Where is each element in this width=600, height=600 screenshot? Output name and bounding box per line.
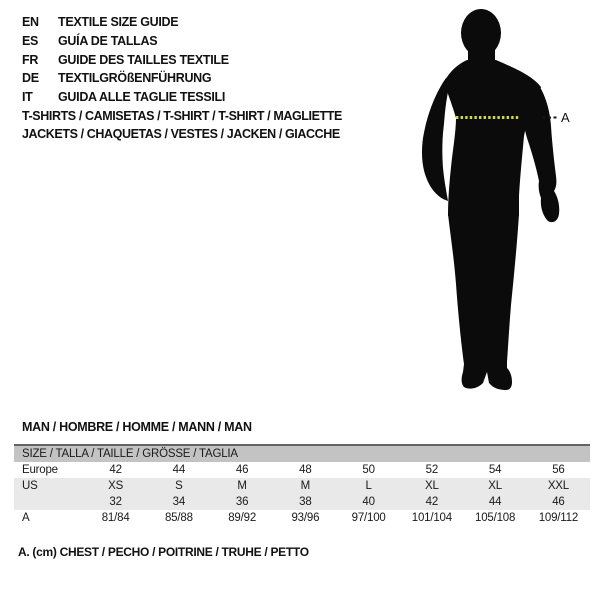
measure-label: A [561, 110, 570, 125]
figure-legs [448, 214, 519, 390]
measurement-footnote: A. (cm) CHEST / PECHO / POITRINE / TRUHE / PETTO [18, 545, 309, 559]
cell: 38 [299, 496, 312, 508]
language-list [22, 13, 229, 107]
row-label: Europe [22, 464, 58, 476]
language-label: GUIDE DES TAILLES TEXTILE [58, 52, 229, 67]
cell: 44 [488, 496, 502, 508]
cell: XL [488, 480, 502, 492]
language-label: GUÍA DE TALLAS [58, 33, 158, 48]
cell: 109/112 [538, 512, 579, 524]
language-label: TEXTILGRÖßENFÜHRUNG [58, 71, 212, 86]
row-label [14, 494, 84, 510]
figure-left-arm [422, 78, 450, 201]
language-code: IT [22, 90, 33, 105]
cell: 46 [235, 464, 249, 476]
cell: 50 [362, 464, 375, 476]
category-lines [22, 107, 342, 143]
size-table-header-row [14, 445, 590, 462]
section-heading: MAN / HOMBRE / HOMME / MANN / MAN [22, 420, 252, 434]
cell: XS [108, 480, 124, 492]
category-line-jackets: JACKETS / CHAQUETAS / VESTES / JACKEN / GIACCHE [22, 127, 340, 141]
man-silhouette [388, 0, 600, 400]
cell: 40 [362, 496, 375, 508]
cell: 81/84 [101, 512, 130, 524]
cell: 97/100 [351, 512, 386, 524]
figure-torso [444, 60, 541, 216]
cell: 54 [488, 464, 502, 476]
figure-right-arm [524, 84, 559, 222]
row-label: US [22, 480, 38, 492]
cell: 93/96 [291, 512, 320, 524]
cell: 44 [172, 464, 186, 476]
language-row [22, 51, 229, 70]
table-row-chest [14, 510, 590, 526]
language-code: FR [22, 52, 39, 67]
cell: M [300, 480, 311, 492]
language-code: EN [22, 15, 39, 29]
cell: 101/104 [411, 512, 452, 524]
table-row-us [14, 478, 590, 494]
cell: L [365, 480, 372, 492]
cell: 42 [425, 496, 439, 508]
cell: 56 [552, 464, 565, 476]
language-label: TEXTILE SIZE GUIDE [58, 15, 179, 29]
row-label: A [22, 512, 30, 524]
language-row [22, 69, 229, 88]
cell: 32 [109, 496, 122, 508]
language-row [22, 13, 229, 32]
language-row [22, 88, 229, 107]
cell: 89/92 [228, 512, 257, 524]
cell: 46 [552, 496, 565, 508]
size-table-header: SIZE / TALLA / TAILLE / GRÖSSE / TAGLIA [14, 445, 590, 462]
cell: 52 [425, 464, 439, 476]
cell: 42 [109, 464, 122, 476]
cell: 36 [235, 496, 249, 508]
language-code: ES [22, 33, 39, 48]
cell: 105/108 [475, 512, 516, 524]
cell: 34 [172, 496, 186, 508]
size-table [14, 444, 590, 526]
category-line-tshirts: T-SHIRTS / CAMISETAS / T-SHIRT / T-SHIRT / MAGLIETTE [22, 109, 342, 123]
language-row [22, 32, 229, 51]
table-row-europe [14, 462, 590, 478]
cell: S [175, 480, 183, 492]
cell: M [237, 480, 247, 492]
cell: XXL [547, 480, 569, 492]
language-label: GUIDA ALLE TAGLIE TESSILI [58, 90, 226, 105]
language-code: DE [22, 71, 39, 86]
cell: 85/88 [164, 512, 193, 524]
table-row-us-numeric [14, 494, 590, 510]
cell: XL [425, 480, 439, 492]
cell: 48 [299, 464, 312, 476]
